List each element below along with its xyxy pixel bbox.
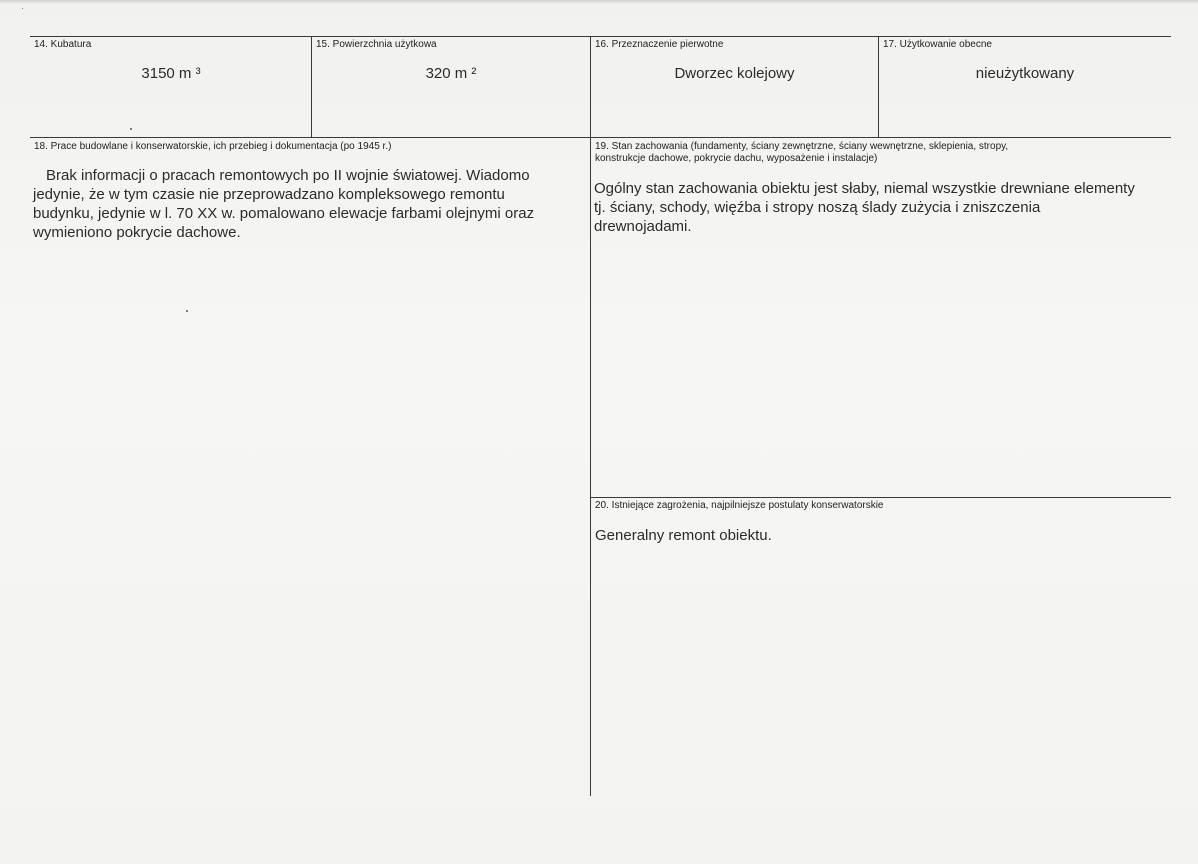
rule-col-1: [311, 36, 312, 138]
field-19-label-line: 19. Stan zachowania (fundamenty, ściany zewnętrzne, ściany wewnętrzne, sklepienia, stropy,: [595, 141, 1009, 152]
scan-edge-shadow: [0, 0, 1198, 4]
field-18-line: Brak informacji o pracach remontowych po II wojnie światowej. Wiadomo: [46, 167, 530, 184]
field-18-line: wymieniono pokrycie dachowe.: [33, 224, 241, 241]
field-19-line: tj. ściany, schody, więźba i stropy noszą ślady zużycia i zniszczenia: [594, 199, 1041, 216]
scan-speck: [186, 310, 188, 312]
rule-top: [30, 36, 1171, 37]
field-18-line: jedynie, że w tym czasie nie przeprowadzano kompleksowego remontu: [33, 186, 505, 203]
field-19-line: drewnojadami.: [594, 218, 692, 235]
field-15-label: 15. Powierzchnia użytkowa: [316, 39, 437, 50]
field-17-value: nieużytkowany: [975, 65, 1075, 82]
rule-col-2: [590, 36, 591, 796]
field-15-value: 320 m ²: [425, 65, 477, 82]
field-17-label: 17. Użytkowanie obecne: [883, 39, 992, 50]
field-18-label: 18. Prace budowlane i konserwatorskie, ich przebieg i dokumentacja (po 1945 r.): [34, 141, 392, 152]
field-19-label: [595, 141, 1008, 165]
field-16-label: 16. Przeznaczenie pierwotne: [595, 39, 724, 50]
field-19-label-line: konstrukcje dachowe, pokrycie dachu, wyposażenie i instalacje): [595, 153, 878, 164]
field-14-label: 14. Kubatura: [34, 39, 92, 50]
rule-col-3: [878, 36, 879, 138]
field-14-value: 3150 m ³: [141, 65, 201, 82]
field-20-label: 20. Istniejące zagrożenia, najpilniejsze postulaty konserwatorskie: [595, 500, 884, 511]
field-19-text: [594, 179, 1169, 236]
field-16-value: Dworzec kolejowy: [674, 65, 795, 82]
scan-speck: [22, 8, 23, 9]
scan-speck: [130, 128, 132, 130]
rule-row2: [30, 137, 1171, 138]
field-19-line: Ogólny stan zachowania obiektu jest słaby, niemal wszystkie drewniane elementy: [594, 180, 1135, 197]
field-18-line: budynku, jedynie w l. 70 XX w. pomalowano elewacje farbami olejnymi oraz: [33, 205, 535, 222]
field-18-text: [33, 166, 583, 242]
field-20-text: Generalny remont obiektu.: [595, 527, 772, 544]
rule-row3: [590, 497, 1171, 498]
